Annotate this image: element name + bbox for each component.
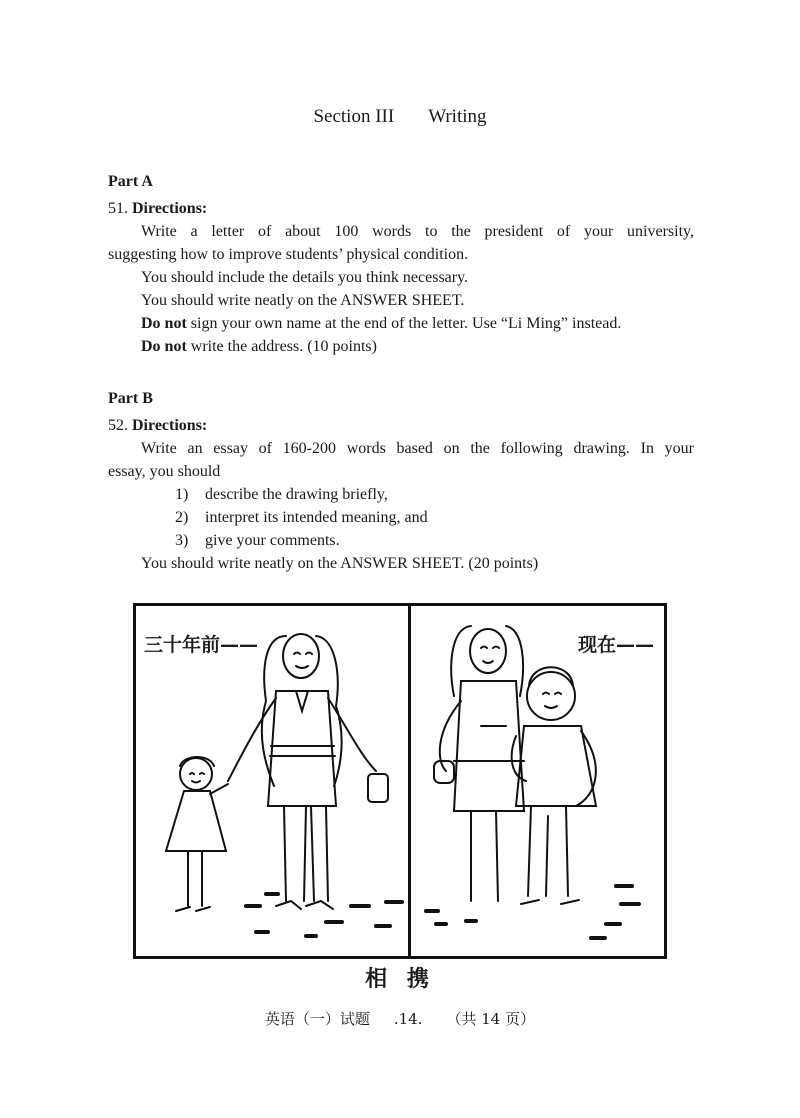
cartoon-illustration — [136, 606, 664, 956]
paragraph-line: You should include the details you think necessary. — [141, 269, 469, 286]
drawing-title: 相 携 — [365, 967, 435, 992]
paragraph-text: write the address. (10 points) — [186, 338, 377, 355]
part-b-heading: Part B — [108, 390, 153, 407]
footer-subject: 英语（一）试题 — [264, 1010, 370, 1028]
paragraph-line — [108, 312, 694, 335]
paragraph-text: sign your own name at the end of the letter. Use “Li Ming” instead. — [186, 315, 622, 332]
part-a — [108, 170, 694, 358]
list-item — [108, 529, 694, 552]
list-number: 2) — [175, 509, 189, 526]
question-number: 52. — [108, 417, 128, 434]
list-text: describe the drawing briefly, — [205, 486, 388, 503]
list-item — [108, 506, 694, 529]
paragraph-line: Write an essay of 160-200 words based on the following drawing. In your — [141, 440, 694, 457]
paragraph-line — [108, 335, 694, 358]
part-b — [108, 387, 694, 575]
question-51-header — [108, 197, 694, 220]
cartoon-drawing — [133, 603, 667, 959]
list-number: 3) — [175, 532, 189, 549]
paragraph-line: suggesting how to improve students’ physical condition. — [108, 246, 469, 263]
page-footer — [0, 1008, 800, 1029]
question-number: 51. — [108, 200, 128, 217]
caption-thirty-years-ago: 三十年前—— — [144, 634, 259, 656]
emphasis: Do not — [141, 315, 187, 332]
section-title — [0, 106, 800, 128]
paragraph-line: You should write neatly on the ANSWER SHEET. — [141, 292, 465, 309]
directions-label: Directions: — [132, 417, 208, 434]
list-item — [108, 483, 694, 506]
paragraph-line: Write a letter of about 100 words to the president of your university, — [141, 223, 694, 240]
footer-total-pages: （共 14 页） — [446, 1010, 536, 1028]
question-52-header — [108, 414, 694, 437]
part-a-heading: Part A — [108, 173, 153, 190]
paragraph-line: essay, you should — [108, 463, 221, 480]
emphasis: Do not — [141, 338, 187, 355]
section-number: Section III — [313, 106, 395, 127]
list-text: interpret its intended meaning, and — [205, 509, 428, 526]
directions-label: Directions: — [132, 200, 208, 217]
paragraph-line: You should write neatly on the ANSWER SHEET. (20 points) — [141, 555, 539, 572]
caption-now: 现在—— — [578, 634, 655, 656]
footer-page-number: .14. — [393, 1010, 423, 1028]
list-text: give your comments. — [205, 532, 340, 549]
section-name: Writing — [428, 106, 487, 127]
list-number: 1) — [175, 486, 189, 503]
